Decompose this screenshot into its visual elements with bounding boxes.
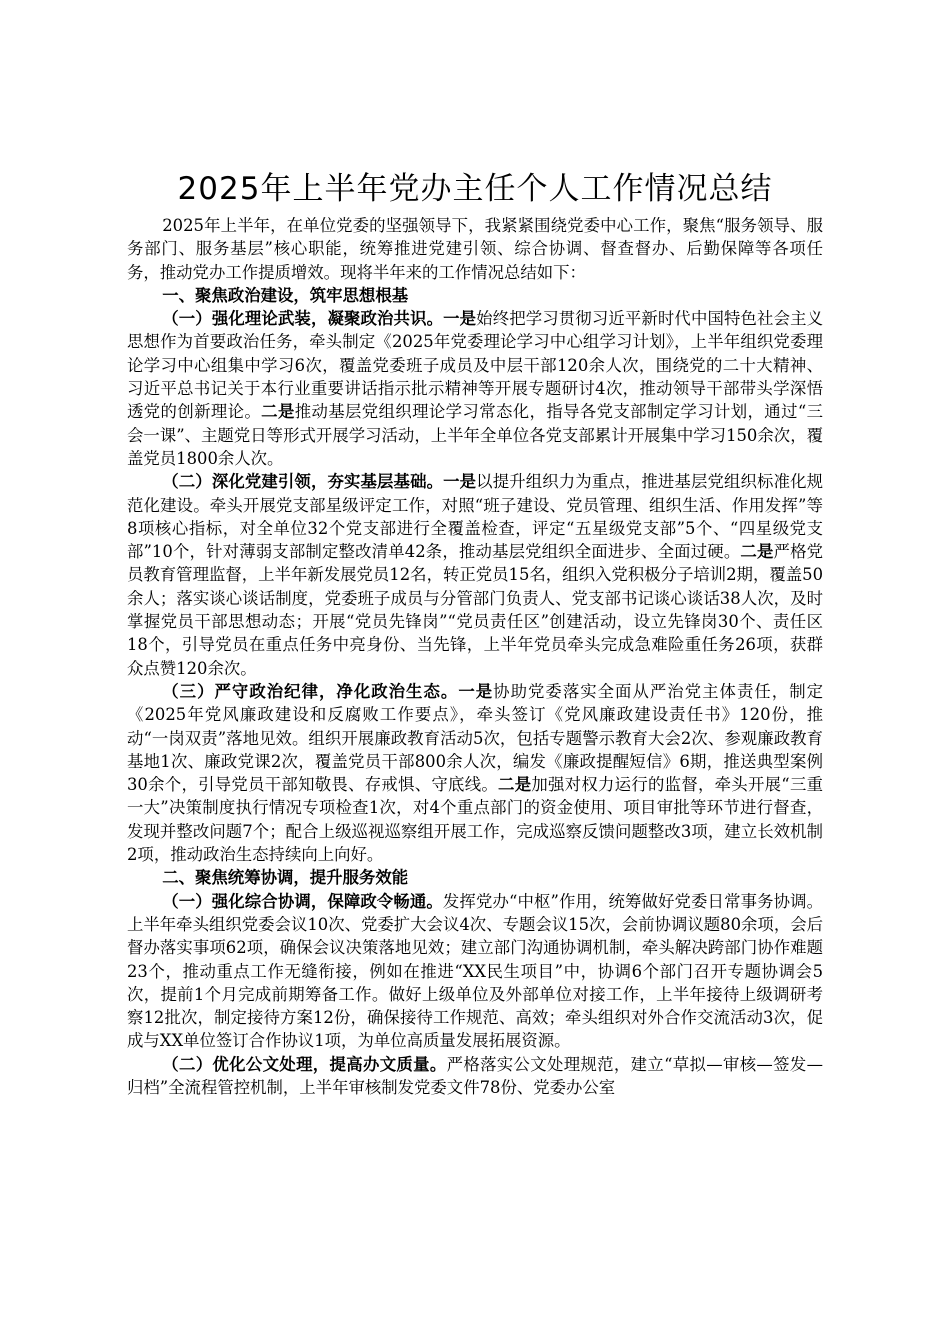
point-marker: 二是 — [740, 542, 774, 562]
paragraph-text: 推动基层党组织理论学习常态化，指导各党支部制定学习计划，通过“三会一课”、主题党日等形式开展学习活动，上半年全单位各党支部累计开展集中学习150余次，覆盖党员1800余人次。 — [127, 402, 823, 468]
section-1-paragraph-1 — [127, 307, 823, 470]
paragraph-lead: （三）严守政治纪律，净化政治生态。 — [162, 681, 459, 701]
paragraph-text: 严格党员教育管理监督，上半年新发展党员12名，转正党员15名，组织入党积极分子培训2期，覆盖50余人；落实谈心谈话制度，党委班子成员与分管部门负责人、党支部书记谈心谈话38人次，及时掌握党员干部思想动态；开展“党员先锋岗”“党员责任区”创建活动，设立先锋岗30个、责任区18个，引导党员在重点任务中亮身份、当先锋，上半年党员牵头完成急难险重任务26项，获群众点赞120余次。 — [127, 542, 824, 678]
paragraph-text: 协助党委落实全面从严治党主体责任，制定《2025年党风廉政建设和反腐败工作要点》，牵头签订《党风廉政建设责任书》120份，推动“一岗双责”落地见效。组织开展廉政教育活动5次，包括专题警示教育大会2次、参观廉政教育基地1次、廉政党课2次，覆盖党员干部800余人次，编发《廉政提醒短信》6期，推送典型案例30余个，引导党员干部知敬畏、存戒惧、守底线。 — [127, 681, 824, 795]
point-marker: 一是 — [443, 472, 477, 492]
point-marker: 二是 — [261, 402, 295, 422]
paragraph-text: 以提升组织力为重点，推进基层党组织标准化规范化建设。牵头开展党支部星级评定工作，对照“班子建设、党员管理、组织生活、作用发挥”等8项核心指标，对全单位32个党支部进行全覆盖检查，评定“五星级党支部”5个、“四星级党支部”10个，针对薄弱支部制定整改清单42条，推动基层党组织全面进步、全面过硬。 — [127, 472, 824, 562]
section-1-heading: 一、聚焦政治建设，筑牢思想根基 — [162, 285, 409, 305]
document-body — [127, 214, 823, 1099]
section-2-paragraph-1 — [127, 890, 823, 1053]
section-1-paragraph-3 — [127, 680, 823, 866]
section-2-heading: 二、聚焦统筹协调，提升服务效能 — [162, 868, 409, 888]
paragraph-text: 严格落实公文处理规范，建立“草拟—审核—签发—归档”全流程管控机制，上半年审核制发党委文件78份、党委办公室 — [127, 1054, 824, 1097]
document-title: 2025年上半年党办主任个人工作情况总结 — [177, 171, 773, 207]
paragraph-lead: （一）强化综合协调，保障政令畅通。 — [162, 891, 443, 911]
paragraph-text: 加强对权力运行的监督，牵头开展“三重一大”决策制度执行情况专项检查1次，对4个重点部门的资金使用、项目审批等环节进行督查，发现并整改问题7个；配合上级巡视巡察组开展工作，完成巡察反馈问题整改3项，建立长效机制2项，推动政治生态持续向上向好。 — [127, 775, 823, 865]
paragraph-text: 发挥党办“中枢”作用，统筹做好党委日常事务协调。上半年牵头组织党委会议10次、党委扩大会议4次、专题会议15次，会前协调议题80余项，会后督办落实事项62项，确保会议决策落地见效；建立部门沟通协调机制，牵头解决跨部门协作难题23个，推动重点工作无缝衔接，例如在推进“XX民生项目”中，协调6个部门召开专题协调会5次，提前1个月完成前期筹备工作。做好上级单位及外部单位对接工作，上半年接待上级调研考察12批次，制定接待方案12份，确保接待工作规范、高效；牵头组织对外合作交流活动3次，促成与XX单位签订合作协议1项，为单位高质量发展拓展资源。 — [127, 891, 824, 1051]
paragraph-lead: （二）深化党建引领，夯实基层基础。 — [162, 472, 444, 492]
paragraph-lead: （二）优化公文处理，提高办文质量。 — [162, 1054, 447, 1074]
section-1-paragraph-2 — [127, 470, 823, 680]
paragraph-lead: （一）强化理论武装，凝聚政治共识。 — [162, 309, 444, 329]
intro-paragraph: 2025年上半年，在单位党委的坚强领导下，我紧紧围绕党委中心工作，聚焦“服务领导、服务部门、服务基层”核心职能，统筹推进党建引领、综合协调、督查督办、后勤保障等各项任务，推动党办工作提质增效。现将半年来的工作情况总结如下： — [127, 216, 823, 282]
point-marker: 一是 — [443, 309, 477, 329]
point-marker: 一是 — [458, 681, 494, 701]
section-2-paragraph-2 — [127, 1053, 823, 1100]
point-marker: 二是 — [498, 775, 532, 795]
paragraph-text: 始终把学习贯彻习近平新时代中国特色社会主义思想作为首要政治任务，牵头制定《2025年党委理论学习中心组学习计划》，上半年组织党委理论学习中心组集中学习6次，覆盖党委班子成员及中层干部120余人次，围绕党的二十大精神、习近平总书记关于本行业重要讲话指示批示精神等开展专题研讨4次，推动领导干部带头学深悟透党的创新理论。 — [127, 309, 824, 422]
